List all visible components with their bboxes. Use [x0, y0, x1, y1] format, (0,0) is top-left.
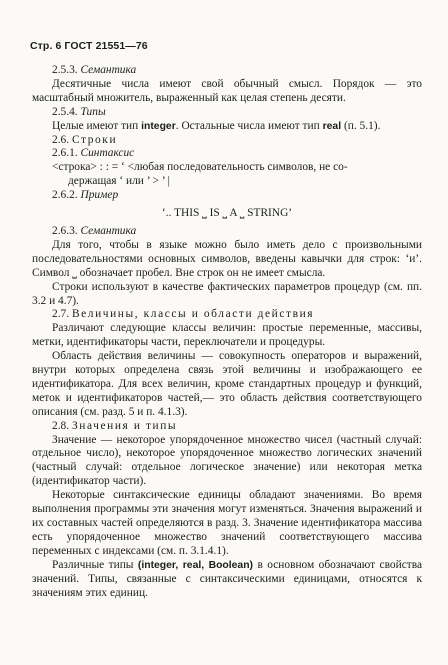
text-fragment: в основном обозначают свойства значений. Типы, связанные с синтаксическими единицами, относятся к значениям этих единиц.: [32, 558, 423, 599]
section-number: 2.6.3.: [52, 224, 78, 237]
section-number: 2.5.4.: [52, 105, 78, 118]
keyword-types: (integer, real, Boolean): [137, 559, 254, 571]
section-2-5-3-text: Десятичные числа имеют свой обычный смысл. Порядок — это масштабный множитель, выраженный как целая степень десяти.: [32, 77, 422, 104]
section-title: Семантика: [80, 224, 137, 237]
section-2-5-4-heading: [52, 106, 422, 120]
section-2-8-para-2: Некоторые синтаксические единицы обладают значениями. Во время выполнения программы эти значения могут изменяться. Значения выражений и их составных частей определяются в разд. 3. Значение идентификатора массива есть упорядоченное множество значений соответствующего массива переменных с индексами (см. п. 3.1.4.1).: [32, 489, 422, 557]
text-fragment: Различные типы: [52, 558, 134, 571]
section-number: 2.6.1.: [52, 147, 78, 160]
syntax-line-1: <строка> : : = ‘ <любая последовательность символов, не со-: [52, 161, 348, 174]
section-number: 2.8.: [52, 419, 70, 432]
section-2-5-3-heading: [52, 64, 422, 78]
section-title: Строки: [71, 133, 118, 146]
section-2-8-heading: [52, 420, 422, 434]
text-fragment: . Остальные числа имеют тип: [175, 119, 320, 132]
section-title: Пример: [80, 189, 119, 202]
section-2-6-1-heading: [52, 147, 422, 161]
page-content: [32, 64, 422, 600]
text-fragment: (п. 5.1).: [343, 119, 381, 132]
section-2-8-para-3: [32, 559, 422, 601]
section-2-6-heading: [52, 134, 422, 148]
keyword-integer: integer: [141, 120, 176, 132]
section-2-7-heading: [52, 308, 422, 322]
section-2-6-3-para-2: Строки используют в качестве фактических параметров процедур (см. пп. 3.2 и 4.7).: [32, 280, 422, 307]
syntax-line-2: держащая ‘ или ’ > ’ |: [68, 175, 170, 188]
section-2-6-3-para-1: Для того, чтобы в языке можно было иметь дело с произвольными последовательностями основных символов, введены кавычки для строк: ‘и’. Символ ⎵ обозначает пробел. Вне строк он не имеет смысла.: [32, 238, 422, 279]
section-title: Семантика: [80, 64, 137, 76]
section-number: 2.6.2.: [52, 189, 78, 202]
section-title: Типы: [80, 105, 106, 118]
section-title: Значения и типы: [71, 419, 178, 432]
section-2-6-2-heading: [52, 189, 422, 203]
section-2-5-4-text: [32, 120, 422, 134]
section-2-7-para-2: Область действия величины — совокупность операторов и выражений, внутри которых определена связь этой величины и изображающего ее идентификатора. Для всех величин, кроме стандартных процедур и функций, меток и идентификаторов частей,— это область действия соответствующего описания (см. разд. 5 и п. 4.1.3).: [32, 350, 422, 418]
section-number: 2.7.: [52, 308, 70, 321]
section-2-7-para-1: Различают следующие классы величин: простые переменные, массивы, метки, идентификаторы части, переключатели и процедуры.: [32, 322, 422, 349]
section-title: Величины, классы и области действия: [71, 308, 315, 321]
section-2-8-para-1: Значение — некоторое упорядоченное множество чисел (частный случай: отдельное число), некоторое упорядоченное множество логических значений (частный случай: отдельное логическое значение) или некоторая метка (идентификатор части).: [32, 433, 422, 488]
section-2-6-3-heading: [52, 225, 422, 239]
page-header: Стр. 6 ГОСТ 21551—76: [30, 40, 148, 52]
section-number: 2.6.: [52, 133, 70, 146]
text-fragment: Целые имеют тип: [52, 119, 139, 132]
keyword-real: real: [322, 120, 342, 132]
section-number: 2.5.3.: [52, 64, 78, 76]
string-example: ‘.. THIS ⎵ IS ⎵ A ⎵ STRING’: [161, 207, 293, 220]
section-title: Синтаксис: [80, 147, 135, 160]
